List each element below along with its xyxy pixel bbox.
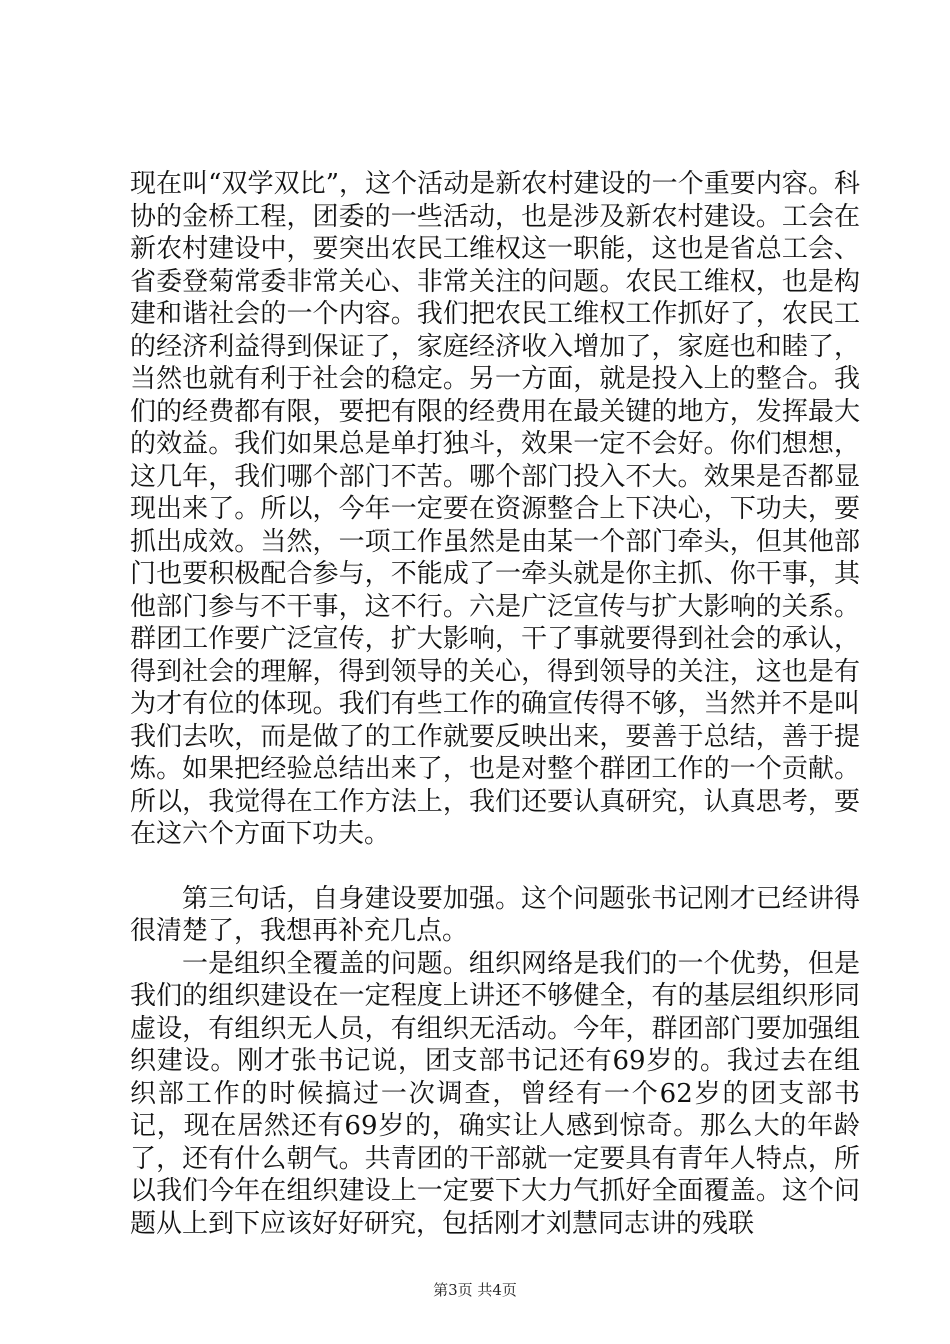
paragraph-third-point: 第三句话，自身建设要加强。这个问题张书记刚才已经讲得很清楚了，我想再补充几点。 — [130, 883, 860, 946]
document-body — [130, 168, 860, 1240]
paragraph-continued: 现在叫“双学双比”，这个活动是新农村建设的一个重要内容。科协的金桥工程，团委的一些活动，也是涉及新农村建设。工会在新农村建设中，要突出农民工维权这一职能，这也是省总工会、省委登菊常委非常关心、非常关注的问题。农民工维权，也是构建和谐社会的一个内容。我们把农民工维权工作抓好了，农民工的经济利益得到保证了，家庭经济收入增加了，家庭也和睦了，当然也就有利于社会的稳定。另一方面，就是投入上的整合。我们的经费都有限，要把有限的经费用在最关键的地方，发挥最大的效益。我们如果总是单打独斗，效果一定不会好。你们想想，这几年，我们哪个部门不苦。哪个部门投入不大。效果是否都显现出来了。所以，今年一定要在资源整合上下决心，下功夫，要抓出成效。当然，一项工作虽然是由某一个部门牵头，但其他部门也要积极配合参与，不能成了一牵头就是你主抓、你干事，其他部门参与不干事，这不行。六是广泛宣传与扩大影响的关系。群团工作要广泛宣传，扩大影响，干了事就要得到社会的承认，得到社会的理解，得到领导的关心，得到领导的关注，这也是有为才有位的体现。我们有些工作的确宣传得不够，当然并不是叫我们去吹，而是做了的工作就要反映出来，要善于总结，善于提炼。如果把经验总结出来了，也是对整个群团工作的一个贡献。所以，我觉得在工作方法上，我们还要认真研究，认真思考，要在这六个方面下功夫。 — [130, 169, 860, 849]
paragraph-organization-coverage: 一是组织全覆盖的问题。组织网络是我们的一个优势，但是我们的组织建设在一定程度上讲还不够健全，有的基层组织形同虚设，有组织无人员，有组织无活动。今年，群团部门要加强组织建设。刚才张书记说，团支部书记还有69岁的。我过去在组织部工作的时候搞过一次调查，曾经有一个62岁的团支部书记，现在居然还有69岁的，确实让人感到惊奇。那么大的年龄了，还有什么朝气。共青团的干部就一定要具有青年人特点，所以我们今年在组织建设上一定要下大力气抓好全面覆盖。这个问题从上到下应该好好研究，包括刚才刘慧同志讲的残联 — [130, 948, 860, 1239]
page-footer: 第3页 共4页 — [433, 1281, 517, 1299]
